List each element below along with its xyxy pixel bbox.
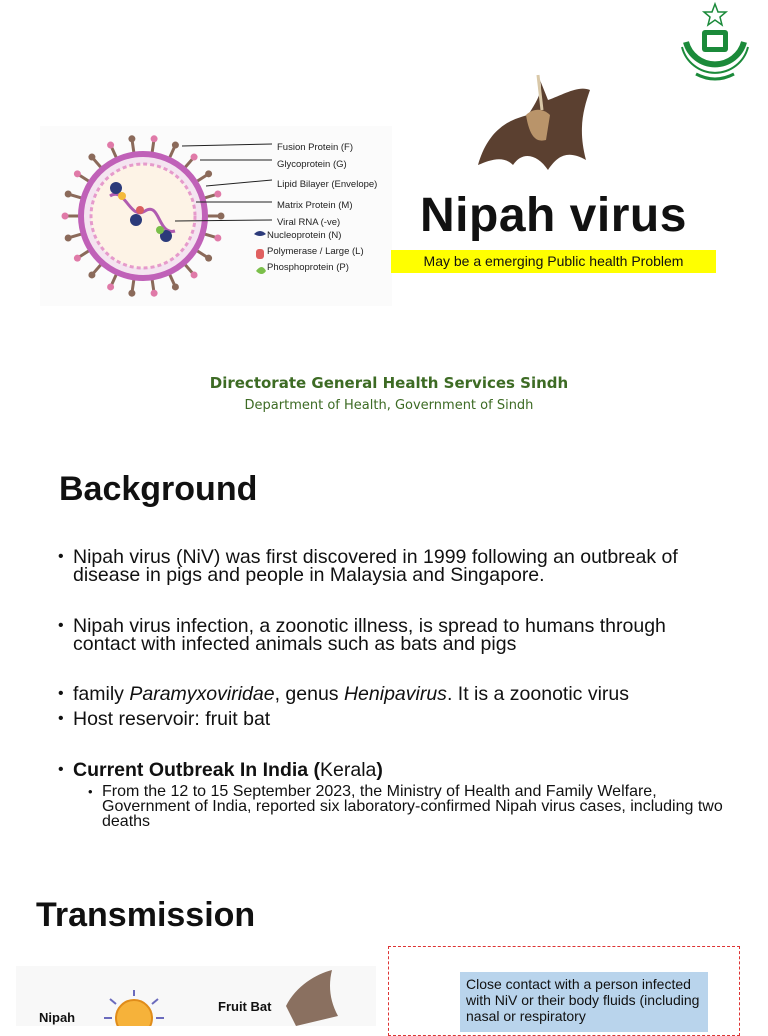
virus-spike-head: [65, 191, 72, 198]
virus-structure-diagram: [40, 126, 392, 306]
bullet-current-outbreak: [58, 761, 728, 779]
bat-icon: [468, 70, 598, 185]
virus-spike-head: [191, 154, 198, 161]
sub-bullet-outbreak-details: [88, 784, 728, 829]
bullet-text: [58, 761, 728, 779]
outbreak-label: Current Outbreak In India (: [73, 759, 321, 781]
family-name: Paramyxoviridae: [129, 683, 275, 705]
bat-image: [468, 70, 598, 185]
legend-phosphoprotein: Phosphoprotein (P): [267, 262, 349, 273]
taxonomy-suffix: . It is a zoonotic virus: [446, 683, 630, 705]
taxonomy-mid: , genus: [274, 683, 344, 705]
bullet-discovery: [58, 548, 728, 584]
diagram-legend: [277, 138, 377, 234]
virus-spike-head: [65, 234, 72, 241]
virus-spike-head: [205, 170, 212, 177]
bullet-host-reservoir: [58, 710, 728, 728]
bullet-text: Nipah virus infection, a zoonotic illness, is spread to humans through contact with infected animals such as bats and pigs: [73, 615, 666, 655]
taxonomy-prefix: family: [73, 683, 130, 705]
bullet-text: Host reservoir: fruit bat: [73, 708, 271, 730]
bullet-dot: •: [58, 710, 64, 727]
sub-bullet-dot: •: [88, 784, 93, 799]
virus-spike-head: [62, 213, 69, 220]
virus-spike-head: [74, 170, 81, 177]
fruit-bat-label: Fruit Bat: [218, 999, 272, 1014]
subtitle-highlight: [391, 250, 716, 273]
bullet-dot: •: [58, 761, 64, 778]
legend-viral-rna: Viral RNA (-ve): [277, 217, 341, 228]
sub-bullet-text: From the 12 to 15 September 2023, the Ministry of Health and Family Welfare, Government of India, reported six laboratory-confirmed Nipah virus cases, including two deaths: [102, 783, 723, 830]
virus-spike-head: [88, 271, 95, 278]
virus-spike-head: [214, 234, 221, 241]
virus-spike-head: [107, 283, 114, 290]
bullet-dot: •: [58, 548, 64, 565]
diagram-legend-components: [267, 228, 364, 276]
bullet-text: Nipah virus (NiV) was first discovered in 1999 following an outbreak of disease in pigs and people in Malaysia and Singapore.: [73, 546, 678, 586]
genus-name: Henipavirus: [343, 683, 447, 705]
virus-spike-head: [128, 290, 135, 297]
sindh-government-emblem: [676, 2, 754, 86]
virus-spike-head: [205, 255, 212, 262]
virus-spike-head: [74, 255, 81, 262]
emblem-icon: [676, 2, 754, 86]
nipah-label: Nipah: [39, 1010, 76, 1025]
organization-name: Directorate General Health Services Sindh: [209, 374, 569, 392]
bullet-dot: •: [58, 685, 64, 702]
subtitle-text: May be a emerging Public health Problem: [423, 253, 684, 269]
virus-spike-head: [151, 290, 158, 297]
outbreak-close: ): [376, 759, 383, 781]
outbreak-location: Kerala: [320, 759, 377, 781]
virus-spike-head: [88, 154, 95, 161]
virus-spike-head: [172, 142, 179, 149]
virus-spike-head: [107, 142, 114, 149]
legend-matrix-protein: Matrix Protein (M): [277, 199, 353, 211]
department-name: Department of Health, Government of Sindh: [244, 398, 534, 413]
bullet-dot: •: [58, 617, 64, 634]
bullet-taxonomy: [58, 685, 728, 703]
virus-spike-head: [191, 271, 198, 278]
virus-spike-head: [172, 283, 179, 290]
transmission-note: Close contact with a person infected with NiV or their body fluids (including nasal or respiratory: [460, 972, 708, 1032]
virus-spike-head: [151, 135, 158, 142]
legend-lipid-bilayer: Lipid Bilayer (Envelope): [277, 179, 378, 190]
page-title: Nipah virus: [420, 189, 687, 242]
section-heading-transmission: Transmission: [36, 896, 256, 934]
section-heading-background: Background: [59, 470, 258, 508]
legend-polymerase: Polymerase / Large (L): [267, 246, 364, 257]
bullet-text: [58, 685, 728, 703]
virus-spike-head: [128, 135, 135, 142]
legend-fusion-protein: Fusion Protein (F): [277, 142, 354, 153]
virus-spike-head: [218, 213, 225, 220]
bullet-transmission-summary: [58, 617, 728, 653]
legend-glycoprotein: Glycoprotein (G): [277, 158, 347, 170]
virus-spike-head: [214, 191, 221, 198]
legend-nucleoprotein: Nucleoprotein (N): [267, 230, 342, 241]
